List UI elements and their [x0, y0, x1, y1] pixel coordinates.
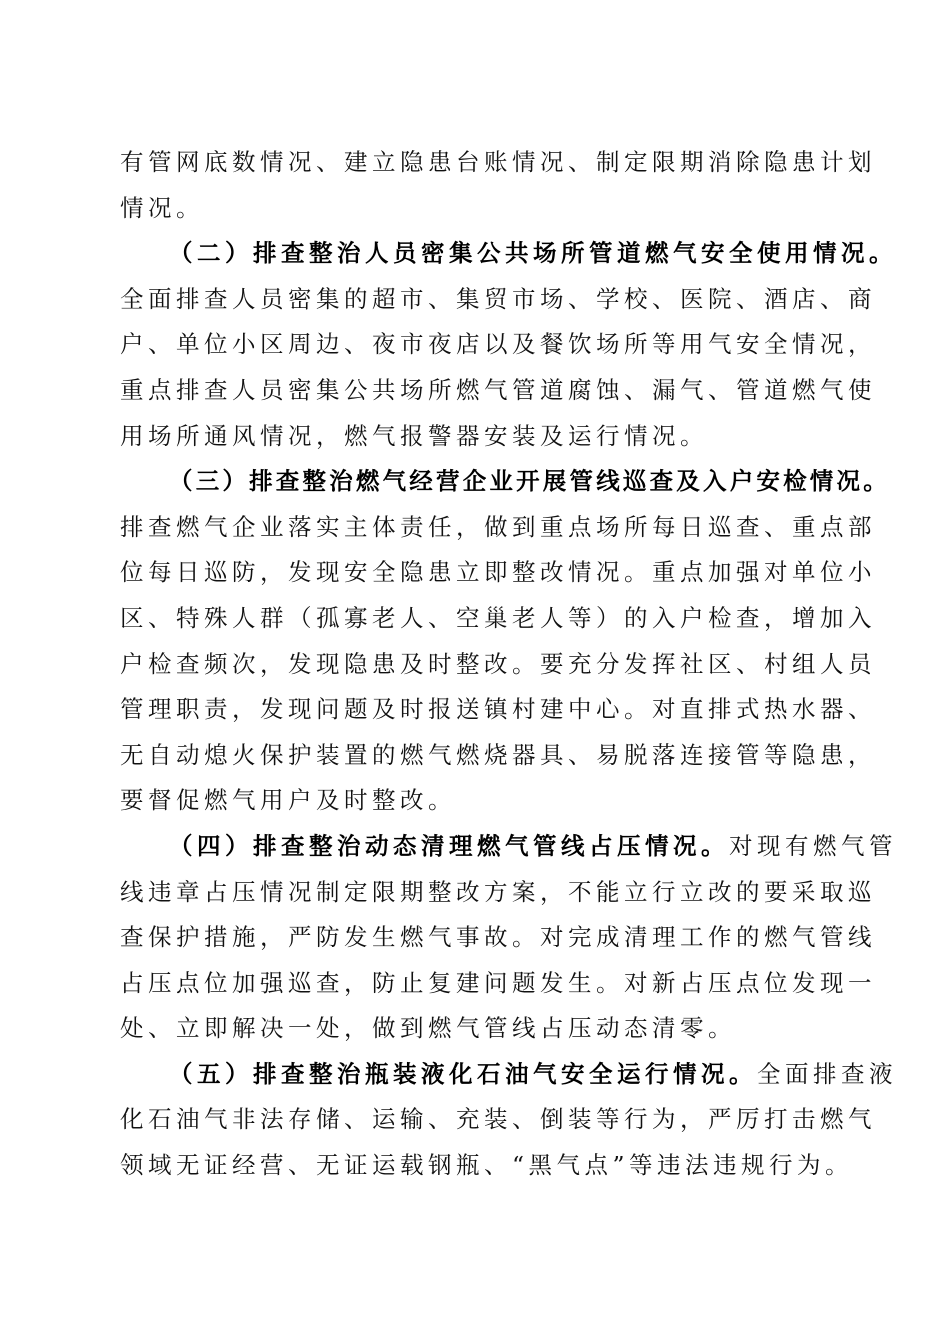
paragraph-3	[120, 459, 890, 824]
text-line: 管理职责，发现问题及时报送镇村建中心。对直排式热水器、	[120, 695, 876, 724]
text-line: 领域无证经营、无证运载钢瓶、“黑气点”等违法违规行为。	[120, 1151, 854, 1180]
text-line: 要督促燃气用户及时整改。	[120, 786, 456, 815]
text-line: 查保护措施，严防发生燃气事故。对完成清理工作的燃气管线	[120, 923, 876, 952]
text-run: 对现有燃气管	[729, 831, 897, 860]
text-line: 有管网底数情况、建立隐患台账情况、制定限期消除隐患计划	[120, 148, 876, 176]
text-line: 户检查频次，发现隐患及时整改。要充分发挥社区、村组人员	[120, 649, 876, 678]
section-heading-4: （四）排查整治动态清理燃气管线占压情况。	[169, 831, 729, 860]
paragraph-4	[120, 824, 897, 1052]
text-line: 全面排查人员密集的超市、集贸市场、学校、医院、酒店、商	[120, 284, 876, 313]
text-run: 全面排查液	[757, 1059, 897, 1088]
text-line: 处、立即解决一处，做到燃气管线占压动态清零。	[120, 1014, 736, 1043]
section-heading-2: （二）排查整治人员密集公共场所管道燃气安全使用情况。	[169, 239, 897, 268]
section-heading-5: （五）排查整治瓶装液化石油气安全运行情况。	[169, 1059, 757, 1088]
first-line	[120, 824, 897, 870]
text-line: 排查燃气企业落实主体责任，做到重点场所每日巡查、重点部	[120, 512, 876, 541]
paragraph-5	[120, 1052, 897, 1189]
text-line: 线违章占压情况制定限期整改方案，不能立行立改的要采取巡	[120, 877, 876, 906]
section-heading-3: （三）排查整治燃气经营企业开展管线巡查及入户安检情况。	[169, 467, 890, 496]
paragraph-2	[120, 231, 897, 459]
text-line: 户、单位小区周边、夜市夜店以及餐饮场所等用气安全情况，	[120, 330, 876, 359]
paragraph-1	[120, 140, 876, 231]
first-line	[120, 1052, 897, 1098]
text-line: 占压点位加强巡查，防止复建问题发生。对新占压点位发现一	[120, 968, 876, 997]
text-line: 位每日巡防，发现安全隐患立即整改情况。重点加强对单位小	[120, 558, 876, 587]
text-line: 化石油气非法存储、运输、充装、倒装等行为，严厉打击燃气	[120, 1105, 876, 1134]
text-line: 重点排查人员密集公共场所燃气管道腐蚀、漏气、管道燃气使	[120, 375, 876, 404]
text-line: 区、特殊人群（孤寡老人、空巢老人等）的入户检查，增加入	[120, 603, 876, 632]
text-line: 无自动熄火保护装置的燃气燃烧器具、易脱落连接管等隐患，	[120, 740, 876, 769]
text-line: 用场所通风情况，燃气报警器安装及运行情况。	[120, 421, 708, 450]
text-line: 情况。	[120, 193, 204, 222]
document-page	[120, 140, 897, 1189]
